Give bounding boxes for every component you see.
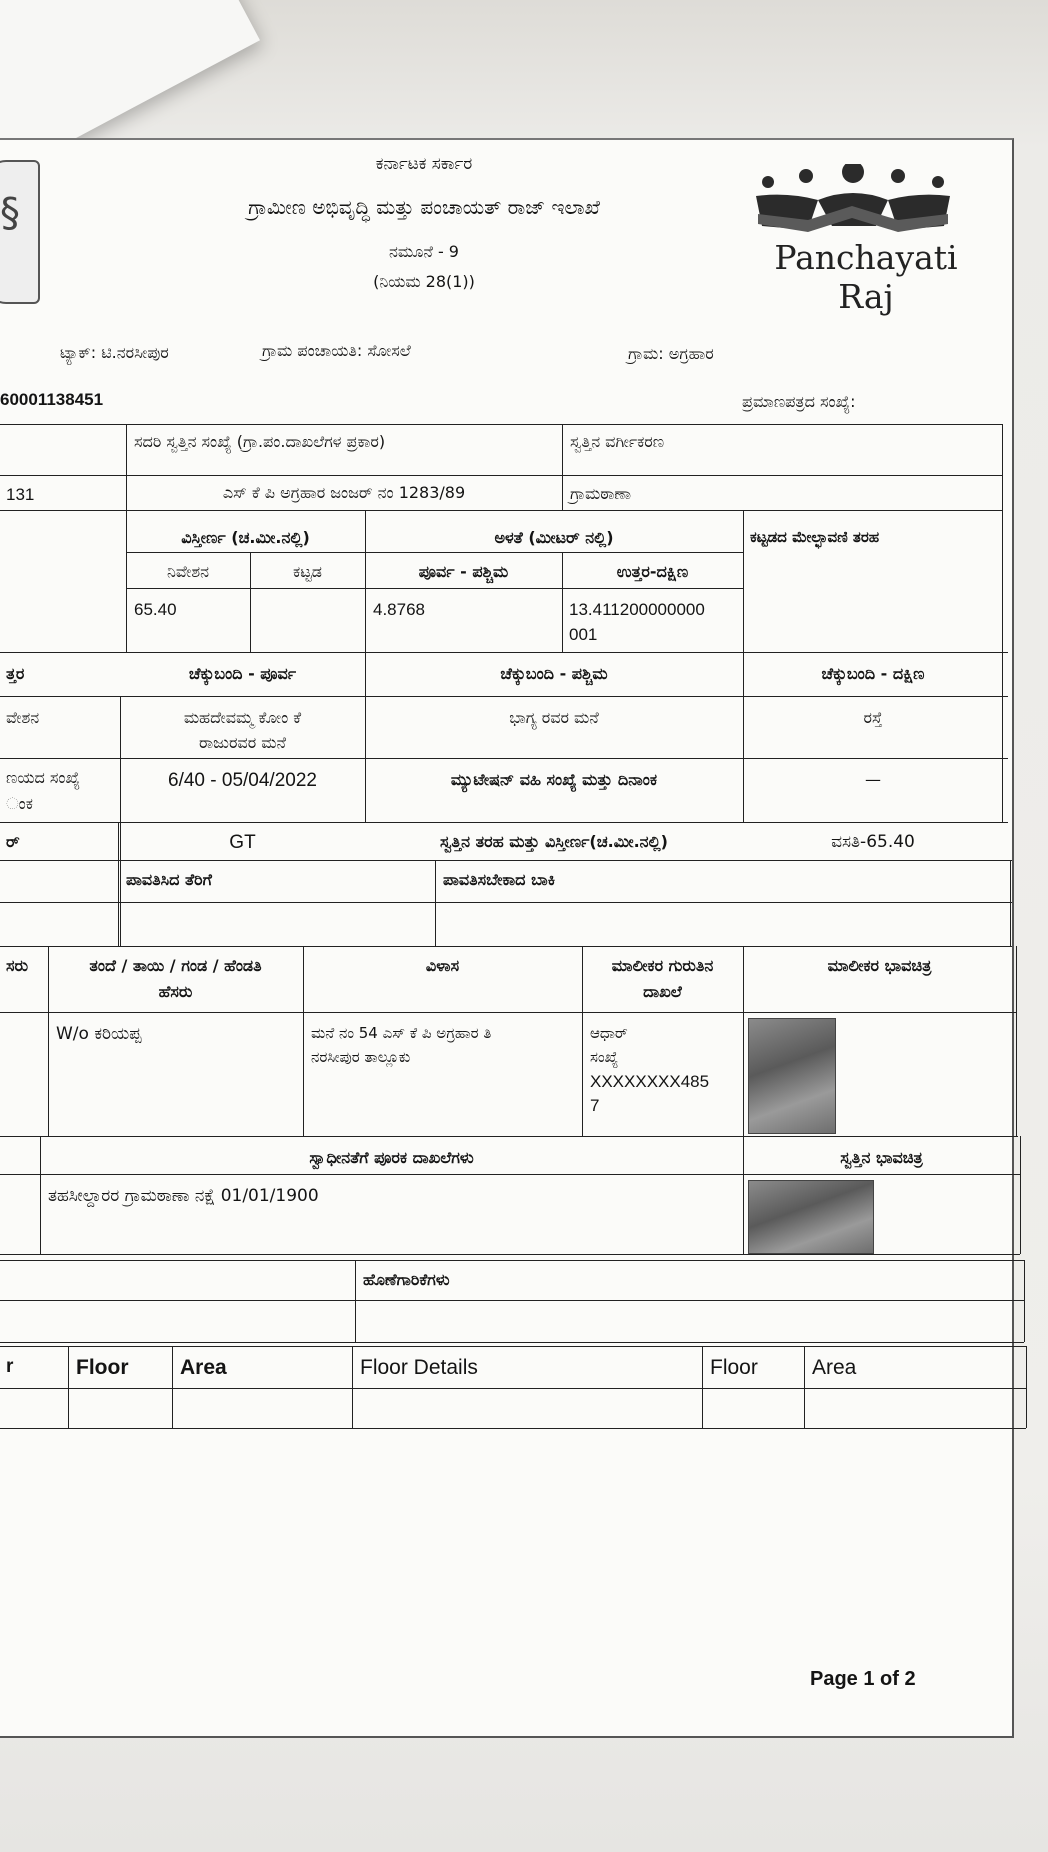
- owner-photo-label: ಮಾಲೀಕರ ಭಾವಚಿತ್ರ: [827, 956, 932, 975]
- mutation-book-value: —: [865, 770, 881, 789]
- documents-label: ಸ್ವಾಧೀನತೆಗೆ ಪೂರಕ ದಾಖಲೆಗಳು: [309, 1148, 474, 1167]
- south-boundary-value: ರಸ್ತೆ: [863, 708, 883, 727]
- survey-number-value: ಎಸ್ ಕೆ ಪಿ ಅಗ್ರಹಾರ ಜಂಜರ್ ನಂ 1283/89: [222, 483, 466, 502]
- resolution-number-label: ಣಯದ ಸಂಖ್ಯೆ: [6, 768, 80, 787]
- site-label: ನಿವೇಶನ: [166, 562, 210, 581]
- east-boundary-value-cont: ರಾಜುರವರ ಮನೆ: [199, 733, 286, 752]
- east-west-label: ಪೂರ್ವ - ಪಶ್ಚಿಮ: [418, 562, 509, 581]
- floor-header-right: Floor: [710, 1356, 758, 1379]
- floor-header-left: Floor: [76, 1356, 129, 1379]
- north-boundary-label: ತ್ತರ: [6, 664, 25, 683]
- property-type-label: ಸ್ವತ್ತಿನ ತರಹ ಮತ್ತು ವಿಸ್ತೀರ್ಣ(ಚ.ಮೀ.ನಲ್ಲಿ): [439, 832, 668, 851]
- north-south-value: 13.411200000000: [569, 600, 705, 619]
- tax-label-partial: ರ್: [6, 832, 20, 851]
- property-photo: [748, 1180, 874, 1254]
- relation-label: ತಂದೆ / ತಾಯಿ / ಗಂಡ / ಹೆಂಡತಿ: [89, 956, 262, 975]
- building-label: ಕಟ್ಟಡ: [293, 562, 322, 581]
- classification-label: ಸ್ವತ್ತಿನ ವರ್ಗೀಕರಣ: [570, 432, 665, 451]
- logo-text: Panchayati Raj: [774, 238, 958, 316]
- owner-photo: [748, 1018, 836, 1134]
- page-number: Page 1 of 2: [810, 1668, 916, 1690]
- east-boundary-label: ಚೆಕ್ಕುಬಂದಿ - ಪೂರ್ವ: [188, 664, 297, 683]
- area-header-right: Area: [812, 1356, 857, 1379]
- area-header-left: Area: [180, 1356, 227, 1379]
- east-boundary-value: ಮಹದೇವಮ್ಮ ಕೋಂ ಕೆ: [183, 708, 302, 727]
- aadhaar-number: XXXXXXXX485: [590, 1072, 710, 1091]
- tax-value: GT: [229, 832, 256, 853]
- gram-panchayat: ಗ್ರಾಮ ಪಂಚಾಯತಿ: ಸೋಸಲೆ: [262, 341, 411, 360]
- certificate-number-label: ಪ್ರಮಾಣಪತ್ರದ ಸಂಖ್ಯೆ:: [742, 392, 856, 411]
- document-number: 60001138451: [0, 390, 104, 409]
- liabilities-label: ಹೊಣೆಗಾರಿಕೆಗಳು: [363, 1270, 450, 1289]
- resolution-date-label: ಂಕ: [6, 794, 33, 813]
- owner-id-label-cont: ದಾಖಲೆ: [643, 982, 682, 1001]
- site-area-value: 65.40: [134, 600, 177, 619]
- roof-type-label: ಕಟ್ಟಡದ ಮೇಲ್ಛಾವಣಿ ತರಹ: [750, 528, 880, 546]
- document-sheet: [0, 138, 1014, 1738]
- rule-number: (ನಿಯಮ 28(1)): [373, 272, 475, 291]
- north-south-label: ಉತ್ತರ-ದಕ್ಷಿಣ: [616, 562, 689, 581]
- area-label: ವಿಸ್ತೀರ್ಣ (ಚ.ಮೀ.ನಲ್ಲಿ): [181, 528, 310, 547]
- village: ಗ್ರಾಮ: ಅಗ್ರಹಾರ: [628, 344, 714, 363]
- relation-label-cont: ಹೆಸರು: [158, 982, 193, 1001]
- west-boundary-label: ಚೆಕ್ಕುಬಂದಿ - ಪಶ್ಚಿಮ: [500, 664, 608, 683]
- paid-tax-label: ಪಾವತಿಸಿದ ತೆರಿಗೆ: [126, 870, 212, 889]
- classification-value: ಗ್ರಾಮಠಾಣಾ: [570, 484, 631, 503]
- owner-address: ಮನೆ ನಂ 54 ಎಸ್ ಕೆ ಪಿ ಅಗ್ರಹಾರ ತಿ: [311, 1024, 492, 1042]
- govt-title: ಕರ್ನಾಟಕ ಸರ್ಕಾರ: [375, 154, 473, 174]
- property-type-value: ವಸತಿ-65.40: [831, 832, 915, 852]
- address-label: ವಿಳಾಸ: [425, 956, 460, 975]
- owner-address-cont: ನರಸೀಪುರ ತಾಲ್ಲೂಕು: [311, 1048, 411, 1066]
- department-title: ಗ್ರಾಮೀಣ ಅಭಿವೃದ್ಧಿ ಮತ್ತು ಪಂಚಾಯತ್ ರಾಜ್ ಇಲಾಖೆ: [248, 195, 600, 219]
- documents-value: ತಹಸೀಲ್ದಾರರ ಗ್ರಾಮಠಾಣಾ ನಕ್ಷೆ 01/01/1900: [48, 1186, 319, 1206]
- survey-number-label: ಸದರಿ ಸ್ವತ್ತಿನ ಸಂಖ್ಯೆ (ಗ್ರಾ.ಪಂ.ದಾಖಲೆಗಳ ಪ್ರಕಾರ): [134, 432, 386, 451]
- emblem-icon: §: [0, 190, 20, 236]
- mutation-book-label: ಮ್ಯುಟೇಷನ್ ವಹಿ ಸಂಖ್ಯೆ ಮತ್ತು ದಿನಾಂಕ: [450, 770, 658, 789]
- owner-id-label: ಮಾಲೀಕರ ಗುರುತಿನ: [611, 956, 714, 975]
- floor-details-header: Floor Details: [360, 1356, 478, 1379]
- relation-value: W/o ಕರಿಯಪ್ಪ: [56, 1024, 142, 1044]
- dimension-label: ಅಳತೆ (ಮೀಟರ್ ನಲ್ಲಿ): [494, 528, 614, 547]
- owner-name-label: ಸರು: [6, 956, 29, 975]
- balance-tax-label: ಪಾವತಿಸಬೇಕಾದ ಬಾಕಿ: [443, 870, 556, 889]
- south-boundary-label: ಚೆಕ್ಕುಬಂದಿ - ದಕ್ಷಿಣ: [821, 664, 925, 683]
- taluk: ಟ್ಯಾಕ್: ಟಿ.ನರಸೀಪುರ: [60, 343, 169, 362]
- west-boundary-value: ಭಾಗ್ಯ ರವರ ಮನೆ: [509, 708, 599, 727]
- aadhaar-label-cont: ಸಂಖ್ಯೆ: [590, 1048, 619, 1066]
- property-photo-label: ಸ್ವತ್ತಿನ ಭಾವಚಿತ್ರ: [840, 1148, 923, 1167]
- aadhaar-number-cont: 7: [590, 1096, 600, 1115]
- north-boundary-value: ವೇಶನ: [6, 708, 40, 727]
- resolution-value: 6/40 - 05/04/2022: [168, 770, 317, 791]
- floor-partial: r: [6, 1356, 14, 1377]
- north-south-value-cont: 001: [569, 625, 598, 644]
- form-number: ನಮೂನೆ - 9: [389, 242, 459, 261]
- east-west-value: 4.8768: [373, 600, 425, 619]
- aadhaar-label: ಆಧಾರ್: [590, 1024, 628, 1042]
- property-id-partial: 131: [6, 485, 35, 504]
